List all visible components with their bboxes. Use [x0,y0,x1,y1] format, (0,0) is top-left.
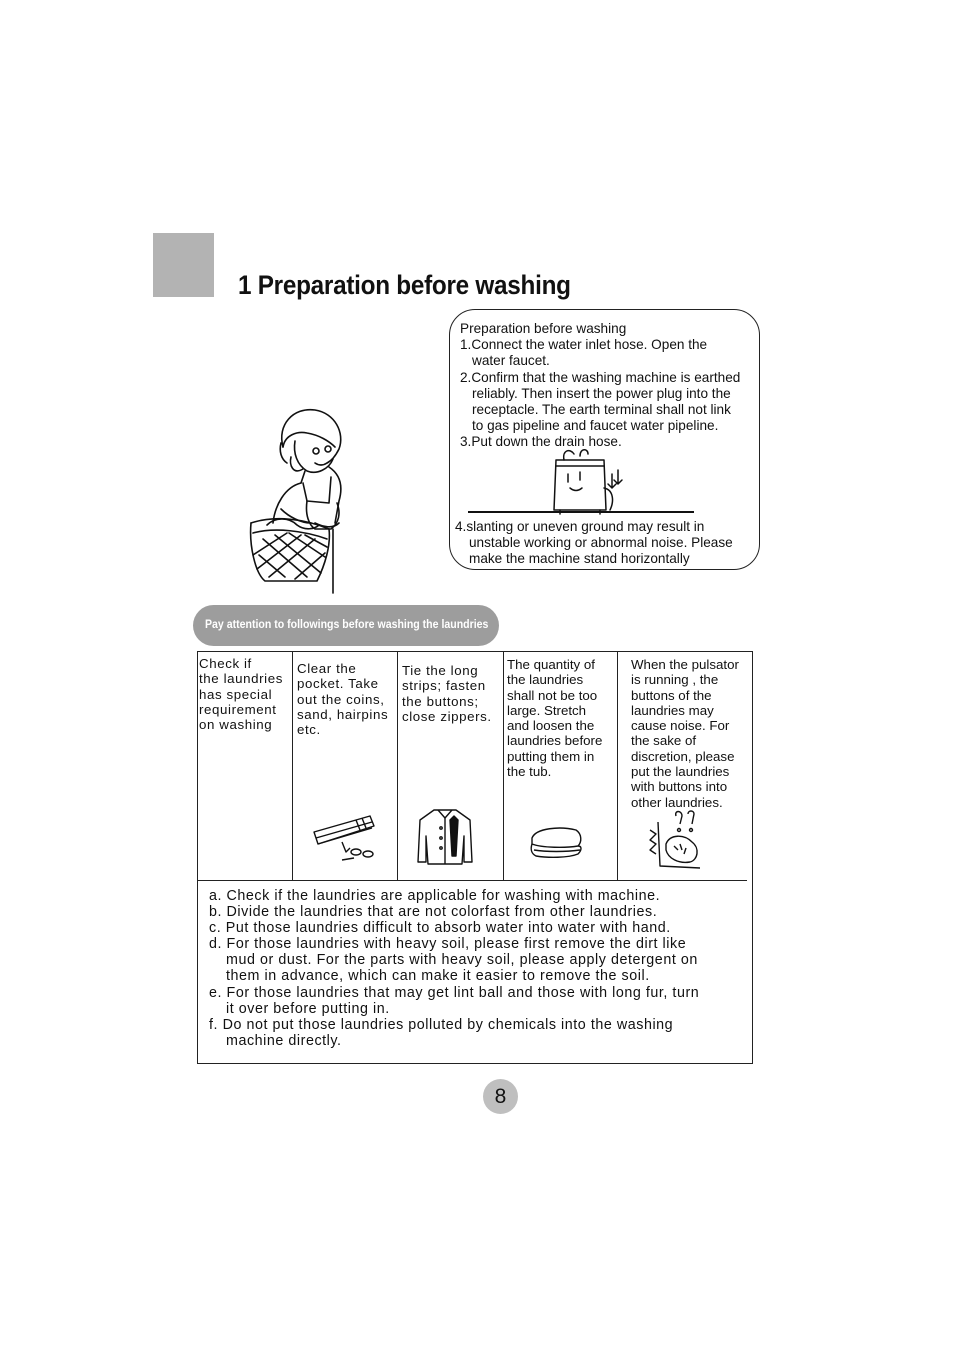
tip-line: cause noise. For [631,718,730,734]
column-divider [397,651,398,880]
page-number: 8 [483,1079,518,1114]
step-2-line: 2.Confirm that the washing machine is earthed [460,369,741,385]
tip-column-3 [402,663,492,724]
tip-column-2 [297,661,388,737]
step-2-line: reliably. Then insert the power plug into the [472,385,731,401]
step-3-line: 3.Put down the drain hose. [460,434,622,450]
washing-notes-list [209,888,699,1049]
step-4-line: unstable working or abnormal noise. Please [469,535,733,551]
tip-line: laundries before [507,733,603,749]
tip-line: is running , the [631,672,719,688]
tip-line: When the pulsator [631,657,739,672]
tip-line: buttons of the [631,687,712,703]
shirt-zipper-icon [414,806,476,868]
pocket-coins-icon [312,814,380,866]
section-tab-marker [153,233,214,297]
page-title: 1 Preparation before washing [238,270,571,300]
step-1-line: 1.Connect the water inlet hose. Open the [460,337,708,353]
column-divider [617,651,618,880]
tip-column-5 [631,657,739,810]
tip-line: requirement [199,701,277,717]
tip-column-1 [199,656,283,732]
column-divider [292,651,293,880]
tip-line: the tub. [507,764,552,780]
step-2-line: receptacle. The earth terminal shall not link [472,402,731,418]
note-item: f. Do not put those laundries polluted by chemicals into the washing [209,1016,674,1033]
washing-machine-drain-icon [468,448,698,518]
note-item: it over before putting in. [226,1000,390,1017]
attention-banner [193,605,499,646]
tip-line: large. Stretch [507,702,587,718]
note-item: them in advance, which can make it easier to remove the soil. [226,968,650,985]
step-4-line: make the machine stand horizontally [469,551,690,567]
woman-with-laundry-basket-icon [245,405,355,595]
note-item: c. Put those laundries difficult to absorb water into water with hand. [209,920,671,937]
tip-line: the sake of [631,733,697,749]
pulsator-noise-icon [648,810,704,872]
tip-line: and loosen the [507,718,595,734]
tip-line: the laundries [507,672,584,688]
note-item: d. For those laundries with heavy soil, please first remove the dirt like [209,936,687,953]
tip-line: shall not be too [507,687,598,703]
attention-banner-text: Pay attention to followings before washing the laundries [205,617,489,631]
tip-line: strips; fasten [402,678,486,694]
note-item: machine directly. [226,1032,342,1049]
step-4-block [455,519,733,568]
tip-line: the laundries [199,671,283,687]
tip-line: putting them in [507,748,595,764]
tip-line: etc. [297,722,321,738]
preparation-heading: Preparation before washing [460,321,627,336]
note-item: e. For those laundries that may get lint ball and those with long fur, turn [209,984,700,1001]
step-4-line: 4.slanting or uneven ground may result in [455,519,705,534]
tip-line: put the laundries [631,764,730,780]
tip-line: Tie the long [402,663,479,678]
step-1-line: water faucet. [472,353,550,369]
tip-line: Clear the [297,661,357,676]
folded-laundry-icon [526,824,584,862]
tip-line: has special [199,686,273,702]
tip-line: discretion, please [631,748,735,764]
tip-line: pocket. Take [297,676,379,692]
tip-line: close zippers. [402,708,492,724]
step-2-line: to gas pipeline and faucet water pipeline. [472,418,719,434]
tip-line: Check if [199,656,252,671]
column-divider [503,651,504,880]
tip-line: The quantity of [507,657,595,672]
tip-line: on washing [199,717,273,733]
tip-line: sand, hairpins [297,706,389,722]
tip-line: the buttons; [402,693,479,709]
tip-line: with buttons into [631,779,728,795]
row-divider [197,880,747,881]
tip-column-4 [507,657,602,779]
tip-line: other laundries. [631,794,723,810]
note-item: a. Check if the laundries are applicable for washing with machine. [209,888,661,904]
note-item: b. Divide the laundries that are not colorfast from other laundries. [209,904,658,921]
preparation-steps [460,321,740,451]
tip-line: out the coins, [297,691,385,707]
note-item: mud or dust. For the parts with heavy soil, please apply detergent on [226,952,698,969]
tip-line: laundries may [631,702,714,718]
